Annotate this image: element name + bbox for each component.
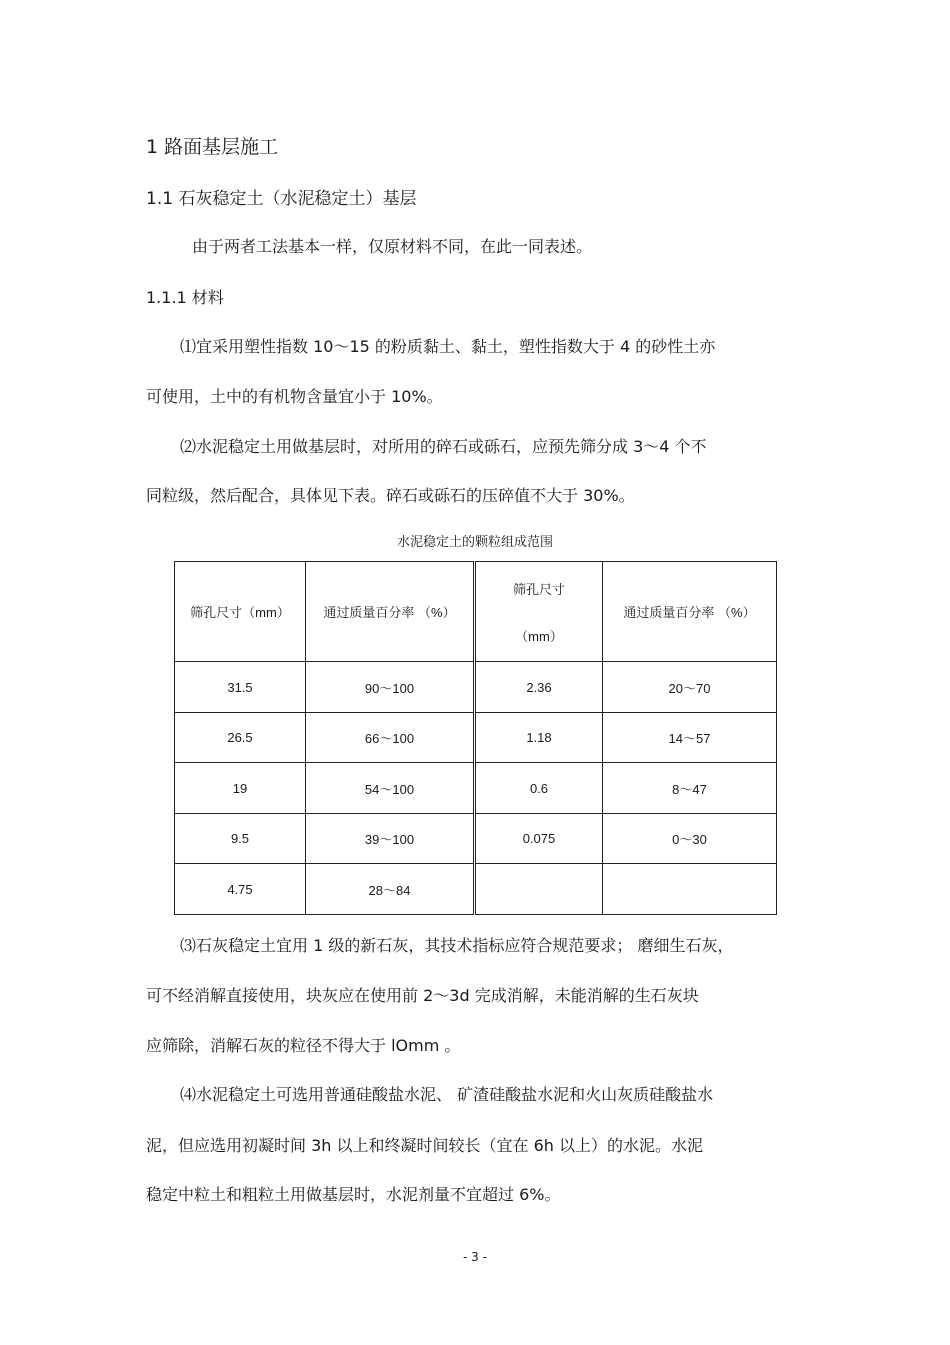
subsubsection-title: 1.1.1 材料 — [146, 288, 224, 307]
header-sieve-size-2-line2: （mm） — [515, 628, 563, 644]
header-sieve-size: 筛孔尺寸（mm） — [175, 562, 306, 662]
table-cell: 20～70 — [603, 662, 777, 713]
table-cell: 0.075 — [475, 814, 603, 864]
table-cell: 8～47 — [603, 763, 777, 814]
table-row — [175, 763, 777, 814]
table-cell: 9.5 — [175, 814, 306, 864]
table-cell: 0～30 — [603, 814, 777, 864]
header-pass-percent-2: 通过质量百分率 （%） — [603, 562, 777, 662]
table-caption: 水泥稳定土的颗粒组成范围 — [396, 535, 553, 550]
item4-line1: ⑷水泥稳定土可选用普通硅酸盐水泥、 矿渣硅酸盐水泥和火山灰质硅酸盐水 — [180, 1085, 714, 1104]
item3-line1: ⑶石灰稳定土宜用 1 级的新石灰，其技术指标应符合规范要求； 磨细生石灰， — [180, 936, 734, 955]
table-row — [175, 713, 777, 763]
item2-line1: ⑵水泥稳定土用做基层时，对所用的碎石或砾石，应预先筛分成 3～4 个不 — [180, 437, 707, 456]
item3-line2: 可不经消解直接使用，块灰应在使用前 2～3d 完成消解，未能消解的生石灰块 — [146, 986, 699, 1005]
item4-line3: 稳定中粒土和粗粒土用做基层时，水泥剂量不宜超过 6%。 — [146, 1185, 561, 1204]
table-header-row — [175, 562, 777, 662]
table-cell: 14～57 — [603, 713, 777, 763]
table-cell: 90～100 — [306, 662, 475, 713]
table-row — [175, 662, 777, 713]
table-cell: 19 — [175, 763, 306, 814]
item3-line3: 应筛除，消解石灰的粒径不得大于 lOmm 。 — [146, 1036, 461, 1055]
table-row — [175, 864, 777, 915]
subsection-title: 1.1 石灰稳定土（水泥稳定土）基层 — [146, 189, 417, 209]
grain-size-table — [174, 561, 777, 915]
header-sieve-size-2-line1: 筛孔尺寸 — [512, 581, 565, 597]
section-title: 1 路面基层施工 — [146, 136, 279, 158]
table-cell: 54～100 — [306, 763, 475, 814]
table-cell: 39～100 — [306, 814, 475, 864]
table-cell: 28～84 — [306, 864, 475, 915]
table-cell: 0.6 — [475, 763, 603, 814]
table-cell: 26.5 — [175, 713, 306, 763]
table-cell — [603, 864, 777, 915]
table-cell: 31.5 — [175, 662, 306, 713]
item2-line2: 同粒级，然后配合，具体见下表。碎石或砾石的压碎值不大于 30%。 — [146, 486, 635, 505]
table-cell: 1.18 — [475, 713, 603, 763]
intro-paragraph: 由于两者工法基本一样，仅原材料不同，在此一同表述。 — [192, 237, 593, 256]
item4-line2: 泥，但应选用初凝时间 3h 以上和终凝时间较长（宜在 6h 以上）的水泥。水泥 — [146, 1136, 703, 1155]
header-pass-percent: 通过质量百分率 （%） — [306, 562, 475, 662]
page-number: - 3 - — [463, 1250, 487, 1264]
table-cell: 66～100 — [306, 713, 475, 763]
header-sieve-size-2 — [475, 562, 603, 662]
table-cell: 2.36 — [475, 662, 603, 713]
table-row — [175, 814, 777, 864]
item1-line2: 可使用，土中的有机物含量宜小于 10%。 — [146, 387, 443, 406]
table-cell: 4.75 — [175, 864, 306, 915]
table-cell — [475, 864, 603, 915]
item1-line1: ⑴宜采用塑性指数 10～15 的粉质黏土、黏土，塑性指数大于 4 的砂性土亦 — [180, 337, 716, 356]
